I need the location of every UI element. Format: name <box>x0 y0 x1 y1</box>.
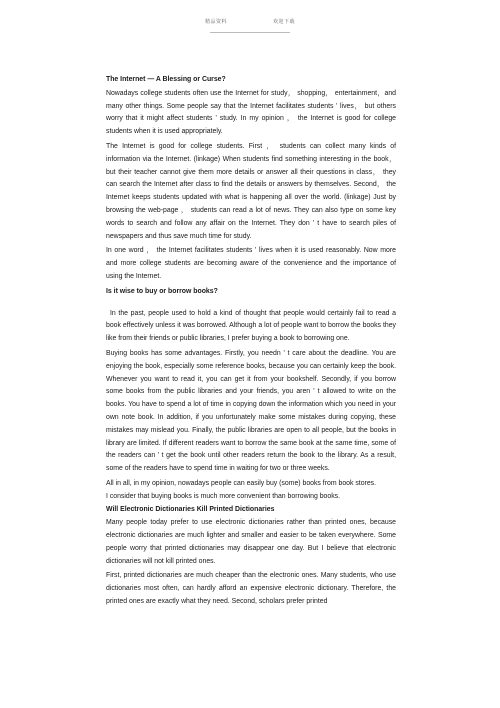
paragraph: I consider that buying books is much more convenient than borrowing books. <box>106 492 341 500</box>
section-title-dictionaries: Will Electronic Dictionaries Kill Printed Dictionaries <box>106 505 275 513</box>
paragraph: Many people today prefer to use electronic dictionaries rather than printed ones, because electronic dictionaries are much lighter and smaller and easier to be taken everywhere. Some people worry that printed dictionaries may disappear one day. But I believe that electronic dictionaries will not kill printed ones. <box>106 519 396 565</box>
section-title-internet: The Internet — A Blessing or Curse? <box>106 76 226 83</box>
paragraph: The Internet is good for college students. First ， students can collect many kinds of information via the Internet. (linkage) When students find something interesting in the book， but their teacher cannot give them more details or answer all their questions in class， they can search the Internet after class to find the details or answers by themselves. Second， the Internet keeps students updated with what is happening all over the world. (linkage) Just by browsing the web-page ， students can read a lot of news. They can also type on some key words to search and follow any affair on the Internet. They don ' t have to search piles of newspapers and thus save much time for study. <box>106 142 396 240</box>
paragraph: In the past, people used to hold a kind of thought that people would certainly fail to read a book effectively unless it was borrowed. Although a lot of people want to borrow the books they like from their friends or public libraries, I prefer buying a book to borrowing one. <box>106 309 396 343</box>
paragraph: Nowadays college students often use the Internet for study， shopping， entertainment，and many other things. Some people say that the Internet facilitates students ' lives， but others worry that it might affect students ' study. In my opinion ， the Internet is good for college students when it is used appropriately. <box>106 89 396 136</box>
paragraph: All in all, in my opinion, nowadays people can easily buy (some) books from book stores. <box>106 479 377 487</box>
page-header <box>0 18 500 25</box>
document-body <box>106 74 396 611</box>
paragraph: Buying books has some advantages. Firstly, you needn ' t care about the deadline. You are enjoying the book, especially some reference books, because you can certainly keep the book. Whenever you want to read it, you can get it from your bookshelf. Secondly, if you borrow some books from the public libraries and your friends, you aren ' t allowed to write on the books. You have to spend a lot of time in copying down the information which you need in your own note book. In addition, if you unfortunately make some mistakes during copying, these mistakes may mislead you. Finally, the public libraries are open to all people, but the books in library are limited. If different readers want to borrow the same book at the same time, some of the readers can ' t get the book until other readers return the book to the library. As a result, some of the readers have to spend time in waiting for two or three weeks. <box>106 349 396 473</box>
paragraph: In one word ， the Internet facilitates students ' lives when it is used reasonably. Now more and more college students are becoming aware of the convenience and the importance of using the Internet. <box>106 247 396 280</box>
header-left-text: 精品资料 <box>204 19 227 25</box>
spacer <box>106 300 396 308</box>
header-right-text: 欢迎下载 <box>273 19 296 25</box>
section-title-books: Is it wise to buy or borrow books? <box>106 287 218 295</box>
paragraph: First, printed dictionaries are much cheaper than the electronic ones. Many students, who use dictionaries most often, can hardly afford an expensive electronic dictionary. Therefore, the printed ones are exactly what they need. Second, scholars prefer printed <box>106 572 396 606</box>
header-rule <box>210 32 290 33</box>
